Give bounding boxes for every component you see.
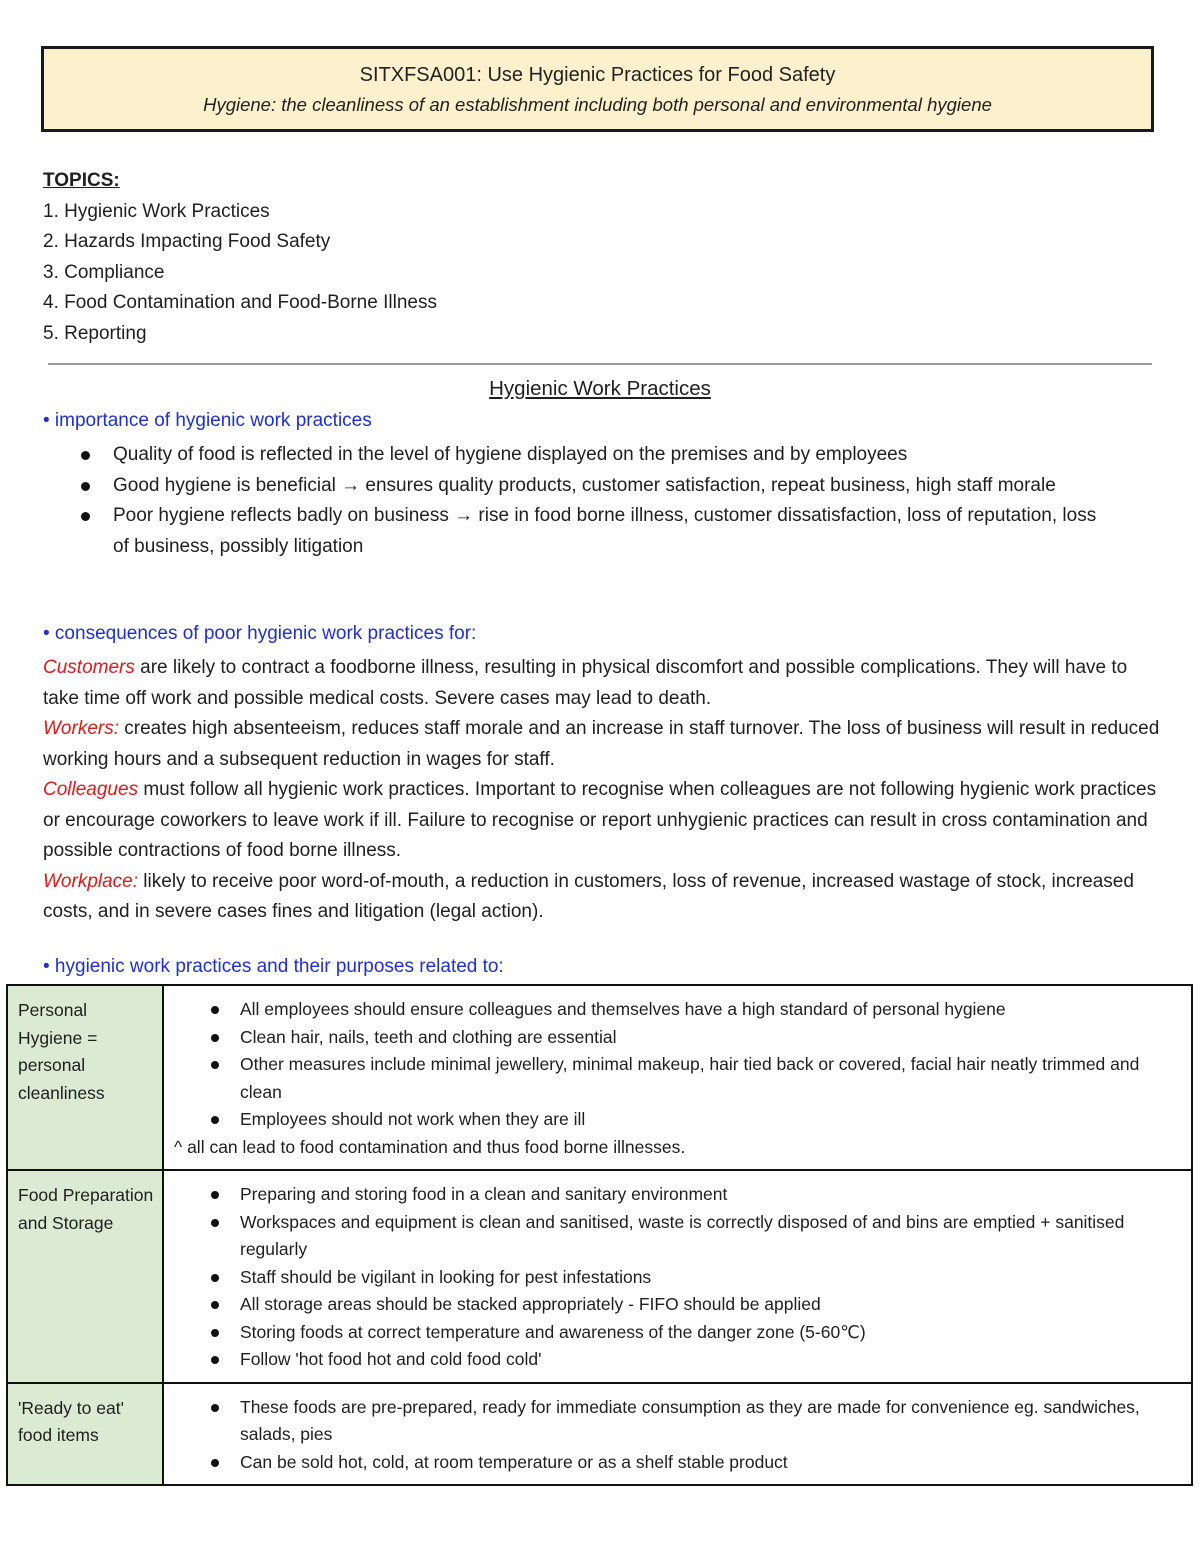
page-subtitle: Hygiene: the cleanliness of an establishment including both personal and environmental hygiene bbox=[203, 94, 992, 115]
list-item: Good hygiene is beneficial → ensures quality products, customer satisfaction, repeat business, high staff morale bbox=[77, 471, 1117, 502]
consequence-colleagues bbox=[43, 775, 1163, 867]
importance-list bbox=[77, 440, 1117, 562]
consequence-text: creates high absenteeism, reduces staff morale and an increase in staff turnover. The loss of business will result in reduced working hours and a subsequent reduction in wages for staff. bbox=[43, 718, 1160, 770]
list-item: All storage areas should be stacked appropriately - FIFO should be applied bbox=[174, 1291, 1177, 1319]
page-title: SITXFSA001: Use Hygienic Practices for Food Safety bbox=[359, 64, 836, 86]
section-title: Hygienic Work Practices bbox=[489, 377, 711, 400]
table-row bbox=[7, 985, 1192, 1170]
consequence-label: Customers bbox=[43, 657, 135, 678]
consequence-text: likely to receive poor word-of-mouth, a reduction in customers, loss of revenue, increased wastage of stock, increased costs, and in severe cases fines and litigation (legal action). bbox=[43, 870, 1134, 922]
row-body bbox=[163, 985, 1192, 1170]
row-label: 'Ready to eat' food items bbox=[7, 1383, 163, 1486]
title-box bbox=[41, 46, 1154, 132]
list-item: Poor hygiene reflects badly on business → rise in food borne illness, customer dissatisfaction, loss of reputation, loss of business, possibly litigation bbox=[77, 501, 1117, 562]
row-note: ^ all can lead to food contamination and thus food borne illnesses. bbox=[174, 1136, 686, 1157]
table-row bbox=[7, 1170, 1192, 1383]
consequence-customers bbox=[43, 653, 1163, 714]
list-item: Staff should be vigilant in looking for pest infestations bbox=[174, 1264, 1177, 1292]
topics-list bbox=[43, 166, 437, 349]
topic-item: 1. Hygienic Work Practices bbox=[43, 200, 270, 222]
row-body bbox=[163, 1170, 1192, 1383]
row-label: Personal Hygiene = personal cleanliness bbox=[7, 985, 163, 1170]
list-item: Other measures include minimal jewellery, minimal makeup, hair tied back or covered, facial hair neatly trimmed and clean bbox=[174, 1051, 1177, 1106]
topic-item: 2. Hazards Impacting Food Safety bbox=[43, 231, 331, 252]
consequences-body bbox=[43, 653, 1163, 928]
list-item: Can be sold hot, cold, at room temperature or as a shelf stable product bbox=[174, 1449, 1177, 1477]
purposes-table bbox=[6, 984, 1193, 1486]
table-row bbox=[7, 1383, 1192, 1486]
consequences-heading: • consequences of poor hygienic work practices for: bbox=[43, 623, 477, 644]
list-item: Preparing and storing food in a clean and sanitary environment bbox=[174, 1181, 1177, 1209]
consequence-label: Workers: bbox=[43, 718, 119, 739]
consequence-label: Colleagues bbox=[43, 779, 139, 800]
consequence-workplace bbox=[43, 867, 1163, 928]
row-body bbox=[163, 1383, 1192, 1486]
list-item: Storing foods at correct temperature and awareness of the danger zone (5-60℃) bbox=[174, 1319, 1177, 1347]
importance-heading: • importance of hygienic work practices bbox=[43, 410, 372, 431]
topics-heading: TOPICS: bbox=[43, 170, 120, 191]
horizontal-divider bbox=[48, 363, 1152, 365]
list-item: All employees should ensure colleagues and themselves have a high standard of personal hygiene bbox=[174, 996, 1177, 1024]
list-item: Employees should not work when they are ill bbox=[174, 1106, 1177, 1134]
consequence-text: must follow all hygienic work practices. Important to recognise when colleagues are not following hygienic work practices or encourage coworkers to leave work if ill. Failure to recognise or report unhygienic practices can result in cross contamination and possible contractions of food borne illness. bbox=[43, 779, 1157, 861]
list-item: Follow 'hot food hot and cold food cold' bbox=[174, 1346, 1177, 1374]
list-item: Clean hair, nails, teeth and clothing are essential bbox=[174, 1024, 1177, 1052]
topic-item: 4. Food Contamination and Food-Borne Illness bbox=[43, 292, 437, 313]
list-item: Workspaces and equipment is clean and sanitised, waste is correctly disposed of and bins are emptied + sanitised regularly bbox=[174, 1209, 1177, 1264]
row-label: Food Preparation and Storage bbox=[7, 1170, 163, 1383]
list-item: Quality of food is reflected in the level of hygiene displayed on the premises and by employees bbox=[77, 440, 1117, 471]
topic-item: 5. Reporting bbox=[43, 322, 147, 344]
topic-item: 3. Compliance bbox=[43, 261, 165, 283]
purposes-heading: • hygienic work practices and their purposes related to: bbox=[43, 956, 504, 977]
list-item: These foods are pre-prepared, ready for immediate consumption as they are made for convenience eg. sandwiches, salads, pies bbox=[174, 1394, 1177, 1449]
consequence-label: Workplace: bbox=[43, 870, 139, 892]
consequence-text: are likely to contract a foodborne illness, resulting in physical discomfort and possible complications. They will have to take time off work and possible medical costs. Severe cases may lead to death. bbox=[43, 657, 1128, 709]
consequence-workers bbox=[43, 714, 1163, 775]
